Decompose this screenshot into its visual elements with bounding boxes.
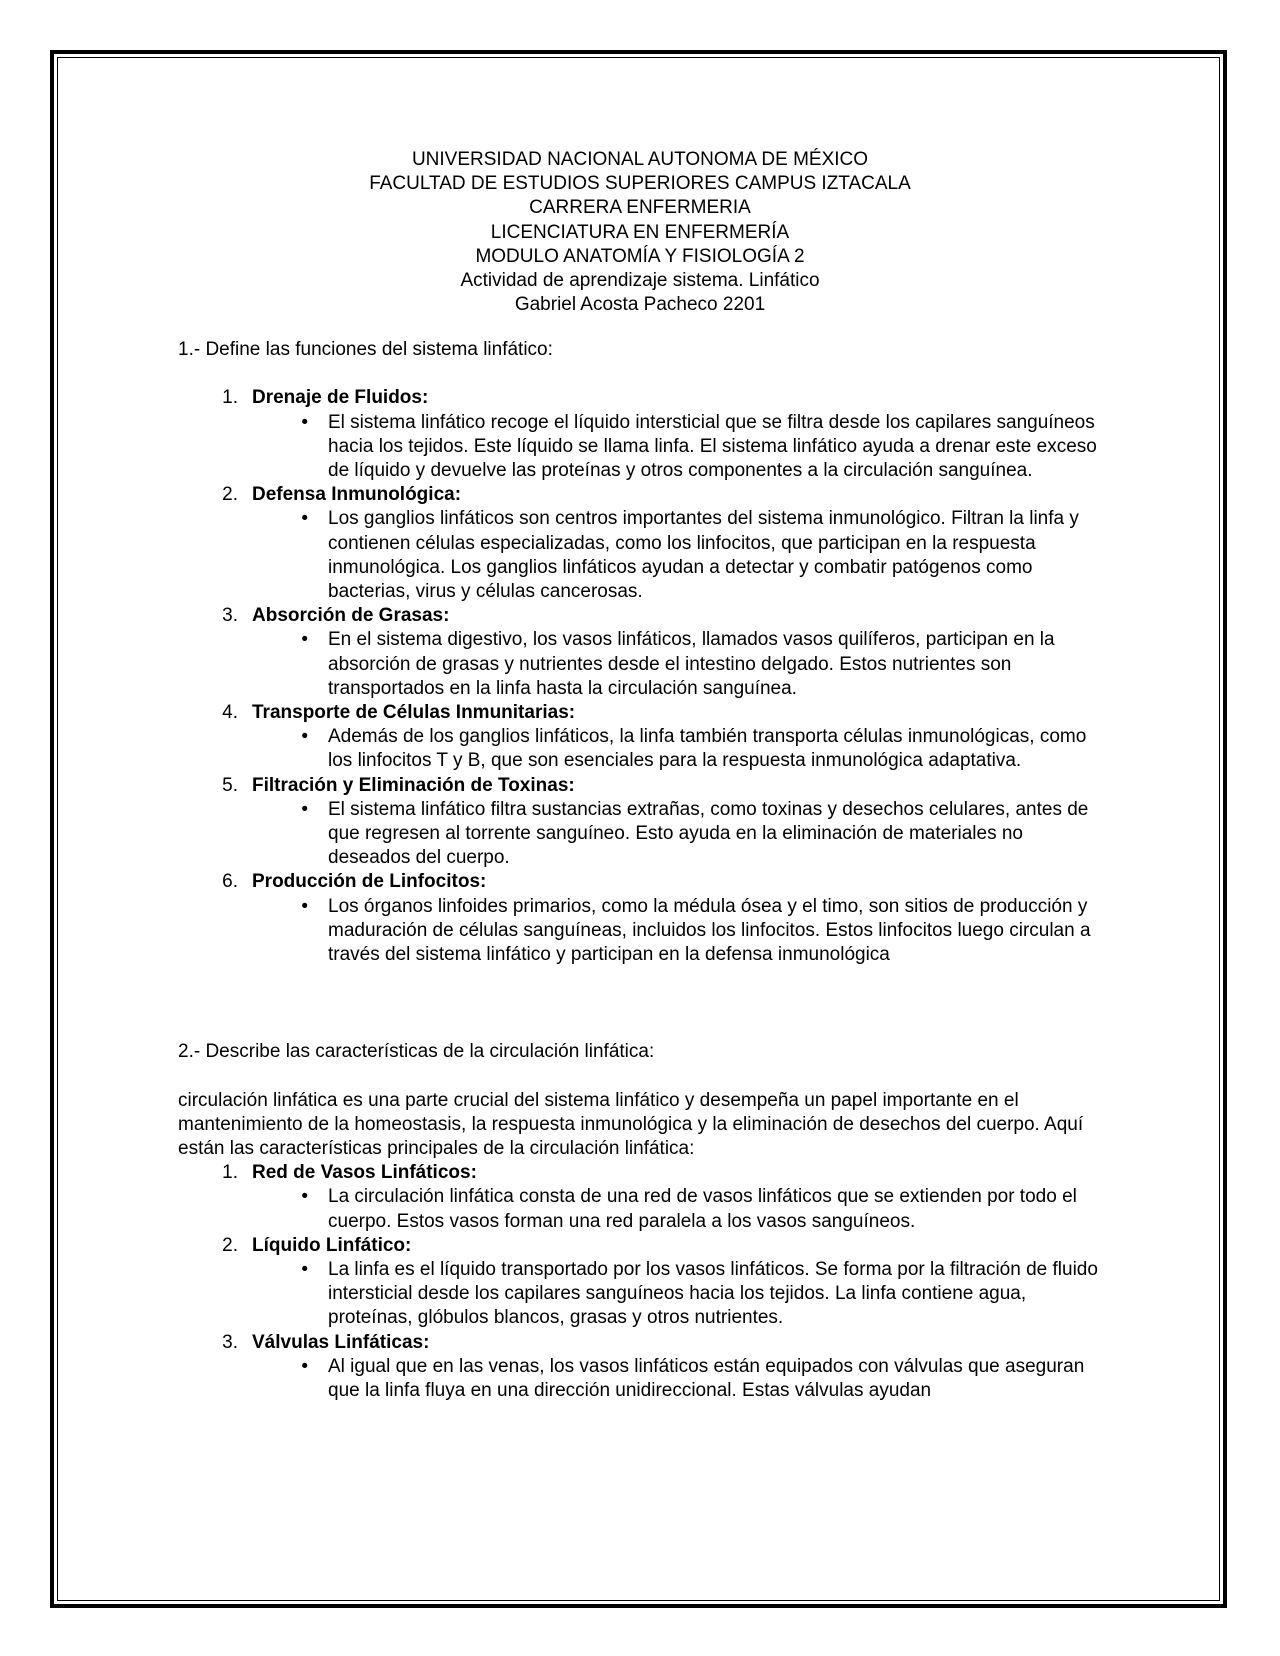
header-degree: LICENCIATURA EN ENFERMERÍA xyxy=(490,221,790,243)
bullet-icon: • xyxy=(301,508,308,530)
item-number: 3. xyxy=(222,605,238,627)
header-career: CARRERA ENFERMERIA xyxy=(529,197,751,219)
item-number: 3. xyxy=(222,1331,238,1353)
list-item xyxy=(178,1161,1108,1234)
item-title: Líquido Linfático: xyxy=(252,1234,412,1256)
item-text: Los ganglios linfáticos son centros importantes del sistema inmunológico. Filtran la linfa y contienen células especializadas, como los linfocitos, que participan en la respuesta inmunológica. Los ganglios linfáticos ayudan a detectar y combatir patógenos como bacterias, virus y células cancerosas. xyxy=(328,508,1079,603)
item-number: 2. xyxy=(222,1234,238,1256)
list-item xyxy=(178,386,1108,483)
item-title: Drenaje de Fluidos: xyxy=(252,387,429,409)
item-title: Producción de Linfocitos: xyxy=(252,871,487,893)
item-title: Red de Vasos Linfáticos: xyxy=(252,1162,477,1184)
item-text: El sistema linfático recoge el líquido intersticial que se filtra desde los capilares sanguíneos hacia los tejidos. Este líquido se llama linfa. El sistema linfático ayuda a drenar este exceso de líquido y devuelve las proteínas y otros componentes a la circulación sanguínea. xyxy=(328,411,1097,481)
item-text: En el sistema digestivo, los vasos linfáticos, llamados vasos quilíferos, participan en la absorción de grasas y nutrientes desde el intestino delgado. Estos nutrientes son transportados en la linfa hasta la circulación sanguínea. xyxy=(328,629,1055,699)
item-title: Transporte de Células Inmunitarias: xyxy=(252,702,576,724)
item-text: La linfa es el líquido transportado por los vasos linfáticos. Se forma por la filtración de fluido intersticial desde los capilares sanguíneos hacia los tejidos. La linfa contiene agua, proteínas, glóbulos blancos, grasas y otros nutrientes. xyxy=(328,1259,1098,1329)
question-2: 2.- Describe las características de la circulación linfática: xyxy=(178,1041,655,1063)
list-item xyxy=(178,604,1108,701)
characteristics-list xyxy=(178,1161,1108,1403)
bullet-icon: • xyxy=(301,1186,308,1208)
bullet-icon: • xyxy=(301,411,308,433)
header-university: UNIVERSIDAD NACIONAL AUTONOMA DE MÉXICO xyxy=(411,149,869,170)
item-title: Absorción de Grasas: xyxy=(252,605,450,627)
header-module: MODULO ANATOMÍA Y FISIOLOGÍA 2 xyxy=(475,245,805,267)
item-text: El sistema linfático filtra sustancias extrañas, como toxinas y desechos celulares, antes de que regresen al torrente sanguíneo. Esto ayuda en la eliminación de materiales no deseados del cuerpo. xyxy=(328,798,1089,869)
question-1: 1.- Define las funciones del sistema linfático: xyxy=(178,339,553,360)
list-item xyxy=(178,774,1108,871)
header-activity: Actividad de aprendizaje sistema. Linfático xyxy=(460,270,820,292)
item-number: 6. xyxy=(222,871,238,893)
item-number: 2. xyxy=(222,484,238,506)
item-text: Además de los ganglios linfáticos, la linfa también transporta células inmunológicas, como los linfocitos T y B, que son esenciales para la respuesta inmunológica adaptativa. xyxy=(328,726,1087,772)
list-item xyxy=(178,1234,1108,1331)
list-item xyxy=(178,870,1108,967)
item-text: Al igual que en las venas, los vasos linfáticos están equipados con válvulas que aseguran que la linfa fluya en una dirección unidireccional. Estas válvulas ayudan xyxy=(328,1355,1085,1402)
bullet-icon: • xyxy=(301,1259,308,1281)
item-number: 1. xyxy=(222,387,238,409)
intro-paragraph: circulación linfática es una parte crucial del sistema linfático y desempeña un papel importante en el mantenimiento de la homeostasis, la respuesta inmunológica y la eliminación de desechos del cuerpo. Aquí están las características principales de la circulación linfática: xyxy=(178,1089,1084,1160)
header-faculty: FACULTAD DE ESTUDIOS SUPERIORES CAMPUS IZTACALA xyxy=(369,173,911,195)
bullet-icon: • xyxy=(301,726,308,748)
list-item xyxy=(178,483,1108,604)
bullet-icon: • xyxy=(301,1355,308,1377)
bullet-icon: • xyxy=(301,798,308,820)
document-header xyxy=(0,148,1280,317)
functions-list xyxy=(178,386,1108,967)
bullet-icon: • xyxy=(301,629,308,651)
item-number: 1. xyxy=(222,1162,238,1184)
item-number: 5. xyxy=(222,774,238,796)
item-text: Los órganos linfoides primarios, como la médula ósea y el timo, son sitios de producción y maduración de células sanguíneas, incluidos los linfocitos. Estos linfocitos luego circulan a través del sistema linfático y participan en la defensa inmunológica xyxy=(328,895,1091,966)
item-title: Filtración y Eliminación de Toxinas: xyxy=(252,774,575,796)
item-number: 4. xyxy=(222,702,238,724)
item-title: Defensa Inmunológica: xyxy=(252,484,462,506)
header-author: Gabriel Acosta Pacheco 2201 xyxy=(514,294,766,316)
bullet-icon: • xyxy=(301,895,308,917)
document-body xyxy=(178,338,1108,1403)
list-item xyxy=(178,1331,1108,1404)
item-text: La circulación linfática consta de una red de vasos linfáticos que se extienden por todo el cuerpo. Estos vasos forman una red paralela a los vasos sanguíneos. xyxy=(328,1186,1077,1232)
item-title: Válvulas Linfáticas: xyxy=(252,1331,430,1353)
list-item xyxy=(178,701,1108,774)
